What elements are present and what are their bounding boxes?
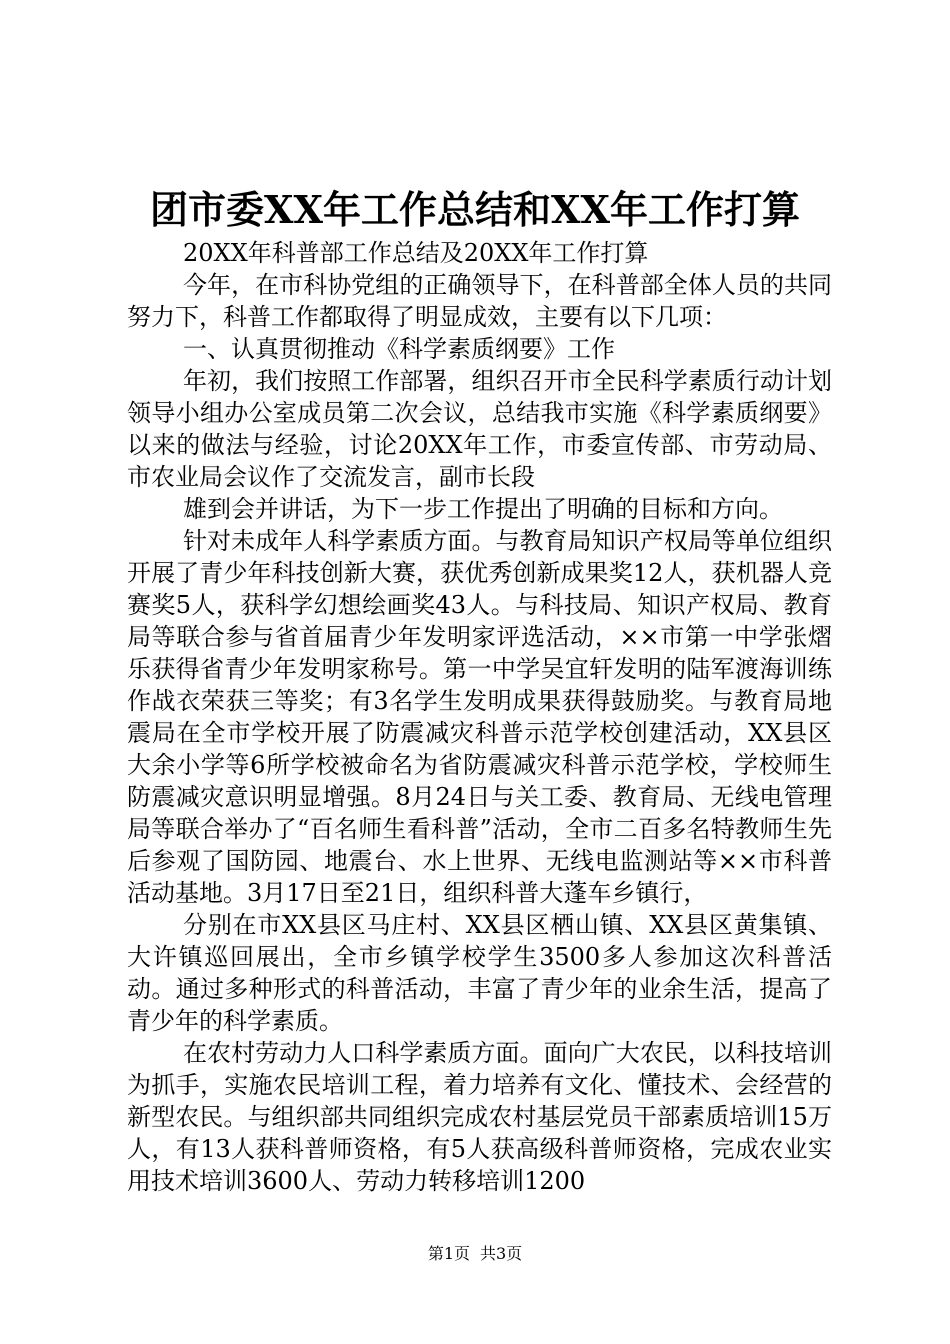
paragraph: 雄到会并讲话，为下一步工作提出了明确的目标和方向。 [183, 495, 783, 523]
document-title: 团市委XX年工作总结和XX年工作打算 [150, 187, 800, 232]
paragraph: 分别在市XX县区马庄村、XX县区栖山镇、XX县区黄集镇、大许镇巡回展出，全市乡镇学校学生3500多人参加这次科普活动。通过多种形式的科普活动，丰富了青少年的业余生活，提高了青少年的科学素质。 [127, 911, 832, 1035]
paragraph: 在农村劳动力人口科学素质方面。面向广大农民，以科技培训为抓手，实施农民培训工程，着力培养有文化、懂技术、会经营的新型农民。与组织部共同组织完成农村基层党员干部素质培训15万人，有13人获科普师资格，有5人获高级科普师资格，完成农业实用技术培训3600人、劳动力转移培训1200 [127, 1039, 832, 1195]
page-number: 第1页 [427, 1244, 470, 1263]
page-total: 共3页 [480, 1244, 523, 1263]
section-heading: 一、认真贯彻推动《科学素质纲要》工作 [183, 335, 615, 363]
paragraph-subtitle: 20XX年科普部工作总结及20XX年工作打算 [183, 239, 649, 267]
paragraph-intro: 今年，在市科协党组的正确领导下，在科普部全体人员的共同努力下，科普工作都取得了明显成效，主要有以下几项： [127, 271, 832, 331]
document-body [127, 237, 832, 1197]
paragraph: 年初，我们按照工作部署，组织召开市全民科学素质行动计划领导小组办公室成员第二次会议，总结我市实施《科学素质纲要》以来的做法与经验，讨论20XX年工作，市委宣传部、市劳动局、市农业局会议作了交流发言，副市长段 [127, 367, 832, 491]
page-footer [0, 1244, 950, 1264]
paragraph: 针对未成年人科学素质方面。与教育局知识产权局等单位组织开展了青少年科技创新大赛，获优秀创新成果奖12人，获机器人竞赛奖5人，获科学幻想绘画奖43人。与科技局、知识产权局、教育局等联合参与省首届青少年发明家评选活动，××市第一中学张熠乐获得省青少年发明家称号。第一中学吴宜轩发明的陆军渡海训练作战衣荣获三等奖；有3名学生发明成果获得鼓励奖。与教育局地震局在全市学校开展了防震减灾科普示范学校创建活动，XX县区大余小学等6所学校被命名为省防震减灾科普示范学校，学校师生防震减灾意识明显增强。8月24日与关工委、教育局、无线电管理局等联合举办了“百名师生看科普”活动，全市二百多名特教师生先后参观了国防园、地震台、水上世界、无线电监测站等××市科普活动基地。3月17日至21日，组织科普大蓬车乡镇行， [127, 527, 832, 907]
